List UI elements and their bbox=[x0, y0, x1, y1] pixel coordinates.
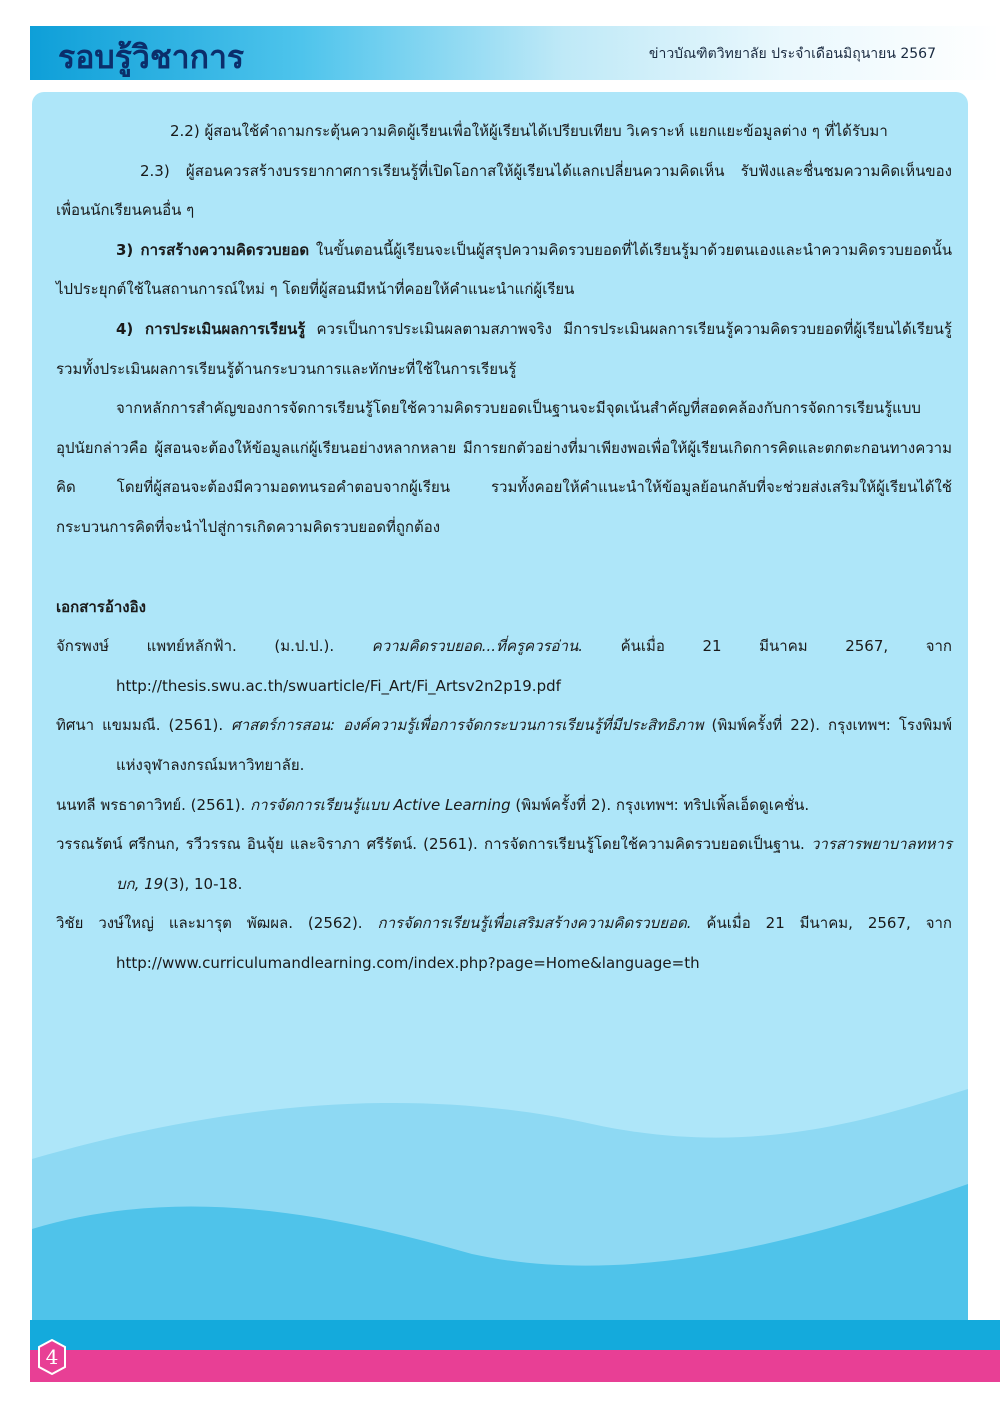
reference-text: วรรณรัตน์ ศรีกนก, รวีวรรณ อินจุ้ย และจิราภา ศรีรัตน์. (2561). การจัดการเรียนรู้โดยใช้ความคิดรวบยอดเป็นฐาน. bbox=[56, 835, 811, 854]
reference-text: วิชัย วงษ์ใหญ่ และมารุต พัฒผล. (2562). bbox=[56, 914, 378, 933]
paragraph-4-text: ควรเป็นการประเมินผลตามสภาพจริง มีการประเมินผลการเรียนรู้ความคิดรวบยอดที่ผู้เรียนได้เรียนรู้ รวมทั้งประเมินผลการเรียนรู้ด้านกระบวนการและทักษะที่ใช้ในการเรียนรู้ bbox=[56, 319, 952, 378]
reference-text: (พิมพ์ครั้งที่ 22). กรุงเทพฯ: โรงพิมพ์แห่งจุฬาลงกรณ์มหาวิทยาลัย. bbox=[116, 716, 952, 774]
reference-item bbox=[56, 627, 952, 706]
reference-text: (3), 10-18. bbox=[163, 874, 243, 893]
references-title: เอกสารอ้างอิง bbox=[56, 597, 146, 616]
article-body bbox=[56, 92, 952, 983]
wave-decoration bbox=[32, 1064, 968, 1324]
paragraph-3-text: ในขั้นตอนนี้ผู้เรียนจะเป็นผู้สรุปความคิดรวบยอดที่ได้เรียนรู้มาด้วยตนเองและนำความคิดรวบยอดนั้นไปประยุกต์ใช้ในสถานการณ์ใหม่ ๆ โดยที่ผู้สอนมีหน้าที่คอยให้คำแนะนำแก่ผู้เรียน bbox=[56, 240, 952, 299]
footer-bar-pink bbox=[30, 1350, 1000, 1382]
reference-title-italic: การจัดการเรียนรู้แบบ Active Learning bbox=[250, 795, 511, 814]
content-panel bbox=[32, 92, 968, 1324]
paragraph-2-3: 2.3) ผู้สอนควรสร้างบรรยากาศการเรียนรู้ที่เปิดโอกาสให้ผู้เรียนได้แลกเปลี่ยนความคิดเห็น รับฟังและชื่นชมความคิดเห็นของเพื่อนนักเรียนคนอื่น ๆ bbox=[56, 161, 952, 220]
reference-text: ทิศนา แขมมณี. (2561). bbox=[56, 716, 232, 735]
paragraph-summary: จากหลักการสำคัญของการจัดการเรียนรู้โดยใช้ความคิดรวบยอดเป็นฐานจะมีจุดเน้นสำคัญที่สอดคล้องกับการจัดการเรียนรู้แบบอุปนัยกล่าวคือ ผู้สอนจะต้องให้ข้อมูลแก่ผู้เรียนอย่างหลากหลาย มีการยกตัวอย่างที่มาเพียงพอเพื่อให้ผู้เรียนเกิดการคิดและตกตะกอนทางความคิด โดยที่ผู้สอนจะต้องมีความอดทนรอคำตอบจากผู้เรียน รวมทั้งคอยให้คำแนะนำให้ข้อมูลย้อนกลับที่จะช่วยส่งเสริมให้ผู้เรียนได้ใช้กระบวนการคิดที่จะนำไปสู่การเกิดความคิดรวบยอดที่ถูกต้อง bbox=[56, 399, 952, 536]
paragraph-2-2: 2.2) ผู้สอนใช้คำถามกระตุ้นความคิดผู้เรียนเพื่อให้ผู้เรียนได้เปรียบเทียบ วิเคราะห์ แยกแยะข้อมูลต่าง ๆ ที่ได้รับมา bbox=[170, 122, 888, 140]
paragraph-4-heading: 4) การประเมินผลการเรียนรู้ bbox=[116, 319, 306, 338]
page-header bbox=[30, 26, 1000, 80]
reference-text: (พิมพ์ครั้งที่ 2). กรุงเทพฯ: ทริปเพิ้ลเอ็ดดูเคชั่น. bbox=[510, 795, 810, 814]
reference-item bbox=[56, 904, 952, 983]
paragraph-3 bbox=[56, 231, 952, 310]
paragraph-4 bbox=[56, 310, 952, 389]
reference-title-italic: ศาสตร์การสอน: องค์ความรู้เพื่อการจัดกระบวนการเรียนรู้ที่มีประสิทธิภาพ bbox=[231, 716, 704, 735]
footer-bar-blue bbox=[30, 1320, 1000, 1350]
paragraph-3-heading: 3) การสร้างความคิดรวบยอด bbox=[116, 240, 310, 259]
reference-item bbox=[56, 706, 952, 785]
brand-title: รอบรู้วิชาการ bbox=[58, 38, 245, 76]
reference-title-italic: ความคิดรวบยอด...ที่ครูควรอ่าน. bbox=[371, 637, 584, 656]
reference-text: นนทลี พรธาดาวิทย์. (2561). bbox=[56, 795, 251, 814]
reference-text: ค้นเมื่อ 21 มีนาคม, 2567, จาก http://www.curriculumandlearning.com/index.php?page=Home&language=th bbox=[116, 914, 953, 972]
issue-label: ข่าวบัณฑิตวิทยาลัย ประจำเดือนมิถุนายน 2567 bbox=[648, 46, 936, 62]
reference-item bbox=[56, 825, 952, 904]
page-number: 4 bbox=[45, 1345, 59, 1369]
reference-text: จักรพงษ์ แพทย์หลักฟ้า. (ม.ป.ป.). bbox=[56, 637, 372, 656]
reference-text: ค้นเมื่อ 21 มีนาคม 2567, จาก http://thesis.swu.ac.th/swuarticle/Fi_Art/Fi_Artsv2n2p19.pdf bbox=[116, 637, 952, 695]
reference-title-italic: การจัดการเรียนรู้เพื่อเสริมสร้างความคิดรวบยอด. bbox=[377, 914, 692, 933]
reference-title-italic: วารสารพยาบาลทหารบก, 19 bbox=[116, 835, 952, 893]
reference-item bbox=[56, 786, 952, 826]
